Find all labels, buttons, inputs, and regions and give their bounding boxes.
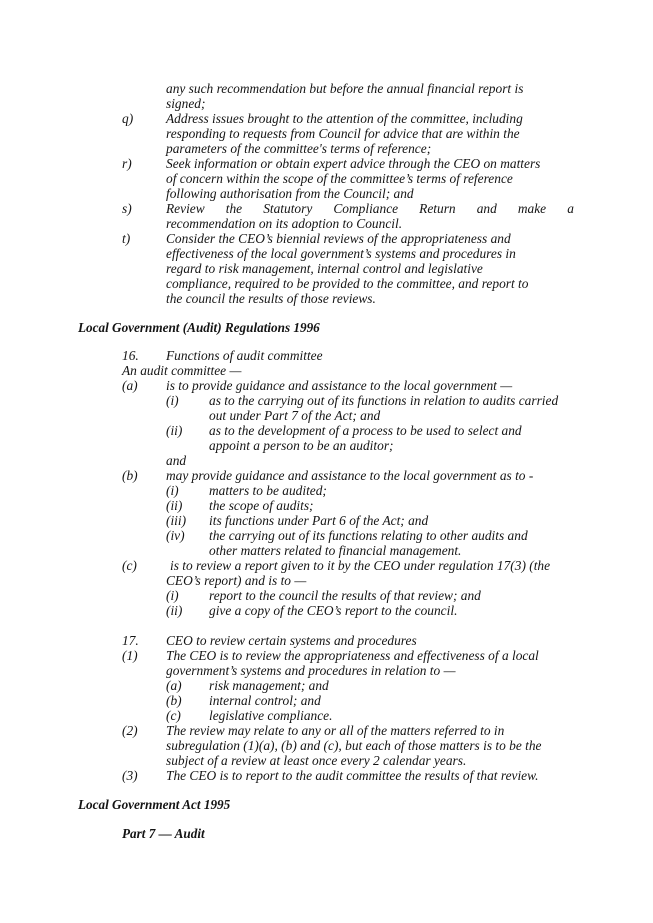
body-line: Consider the CEO’s biennial reviews of the appropriateness and xyxy=(166,231,511,246)
subpara-label: (a) xyxy=(166,678,182,693)
body-line: government’s systems and procedures in relation to — xyxy=(166,663,456,678)
subpara-label: (i) xyxy=(166,588,179,603)
body-line: CEO’s report) and is to — xyxy=(166,573,307,588)
part-heading: Part 7 — Audit xyxy=(122,826,205,841)
subpara-label: (iv) xyxy=(166,528,185,543)
body-line: effectiveness of the local government’s systems and procedures in xyxy=(166,246,516,261)
subpara-label: (i) xyxy=(166,393,179,408)
body-line: may provide guidance and assistance to the local government as to - xyxy=(166,468,534,483)
regulation-number: 17. xyxy=(122,633,139,648)
subpara-label: (iii) xyxy=(166,513,187,528)
body-line: recommendation on its adoption to Council. xyxy=(166,216,403,231)
body-line: An audit committee — xyxy=(122,363,242,378)
body-line: The CEO is to report to the audit committee the results of that review. xyxy=(166,768,539,783)
body-line: signed; xyxy=(166,96,206,111)
body-line: is to review a report given to it by the CEO under regulation 17(3) (the xyxy=(170,558,551,573)
section-heading: Local Government (Audit) Regulations 1996 xyxy=(78,320,320,335)
para-label: (b) xyxy=(122,468,138,483)
body-line: of concern within the scope of the committee’s terms of reference xyxy=(166,171,513,186)
para-label: (a) xyxy=(122,378,138,393)
subpara-label: (c) xyxy=(166,708,181,723)
item-label: s) xyxy=(122,201,132,216)
body-line: following authorisation from the Council; and xyxy=(166,186,414,201)
body-line: the carrying out of its functions relating to other audits and xyxy=(209,528,528,543)
item-label: r) xyxy=(122,156,132,171)
para-label: (3) xyxy=(122,768,138,783)
subpara-label: (ii) xyxy=(166,603,183,618)
para-label: (c) xyxy=(122,558,137,573)
para-label: (2) xyxy=(122,723,138,738)
body-line: its functions under Part 6 of the Act; and xyxy=(209,513,429,528)
section-heading: Local Government Act 1995 xyxy=(78,797,231,812)
body-line: appoint a person to be an auditor; xyxy=(209,438,394,453)
subpara-label: (b) xyxy=(166,693,182,708)
regulation-title: Functions of audit committee xyxy=(166,348,323,363)
body-line: any such recommendation but before the annual financial report is xyxy=(166,81,524,96)
body-line: out under Part 7 of the Act; and xyxy=(209,408,381,423)
body-line: The review may relate to any or all of the matters referred to in xyxy=(166,723,505,738)
word: and xyxy=(476,201,497,216)
body-line: internal control; and xyxy=(209,693,321,708)
subpara-label: (ii) xyxy=(166,423,183,438)
regulation-number: 16. xyxy=(122,348,139,363)
body-line: legislative compliance. xyxy=(209,708,333,723)
body-line: matters to be audited; xyxy=(209,483,327,498)
body-line: subregulation (1)(a), (b) and (c), but each of those matters is to be the xyxy=(166,738,542,753)
body-line: compliance, required to be provided to the committee, and report to xyxy=(166,276,529,291)
body-line: and xyxy=(166,453,187,468)
justified-line xyxy=(166,201,574,216)
word: the xyxy=(225,201,243,216)
body-line: parameters of the committee's terms of reference; xyxy=(166,141,432,156)
body-line: responding to requests from Council for advice that are within the xyxy=(166,126,520,141)
body-line: as to the development of a process to be used to select and xyxy=(209,423,522,438)
body-line: Seek information or obtain expert advice through the CEO on matters xyxy=(166,156,541,171)
body-line: the council the results of those reviews. xyxy=(166,291,376,306)
body-line: Address issues brought to the attention of the committee, including xyxy=(166,111,523,126)
body-line: The CEO is to review the appropriateness and effectiveness of a local xyxy=(166,648,539,663)
subpara-label: (i) xyxy=(166,483,179,498)
body-line: risk management; and xyxy=(209,678,329,693)
word: Return xyxy=(419,201,456,216)
body-line: is to provide guidance and assistance to the local government — xyxy=(166,378,513,393)
item-label: t) xyxy=(122,231,131,246)
item-label: q) xyxy=(122,111,134,126)
body-line: as to the carrying out of its functions in relation to audits carried xyxy=(209,393,559,408)
subpara-label: (ii) xyxy=(166,498,183,513)
body-line: give a copy of the CEO’s report to the council. xyxy=(209,603,458,618)
word: a xyxy=(567,201,574,216)
body-line: the scope of audits; xyxy=(209,498,314,513)
regulation-title: CEO to review certain systems and procedures xyxy=(166,633,417,648)
word: Statutory xyxy=(263,201,313,216)
word: Compliance xyxy=(333,201,399,216)
word: Review xyxy=(166,201,205,216)
body-line: report to the council the results of that review; and xyxy=(209,588,481,603)
body-line: subject of a review at least once every 2 calendar years. xyxy=(166,753,467,768)
body-line: regard to risk management, internal control and legislative xyxy=(166,261,483,276)
body-line: other matters related to financial management. xyxy=(209,543,462,558)
word: make xyxy=(517,201,547,216)
para-label: (1) xyxy=(122,648,138,663)
